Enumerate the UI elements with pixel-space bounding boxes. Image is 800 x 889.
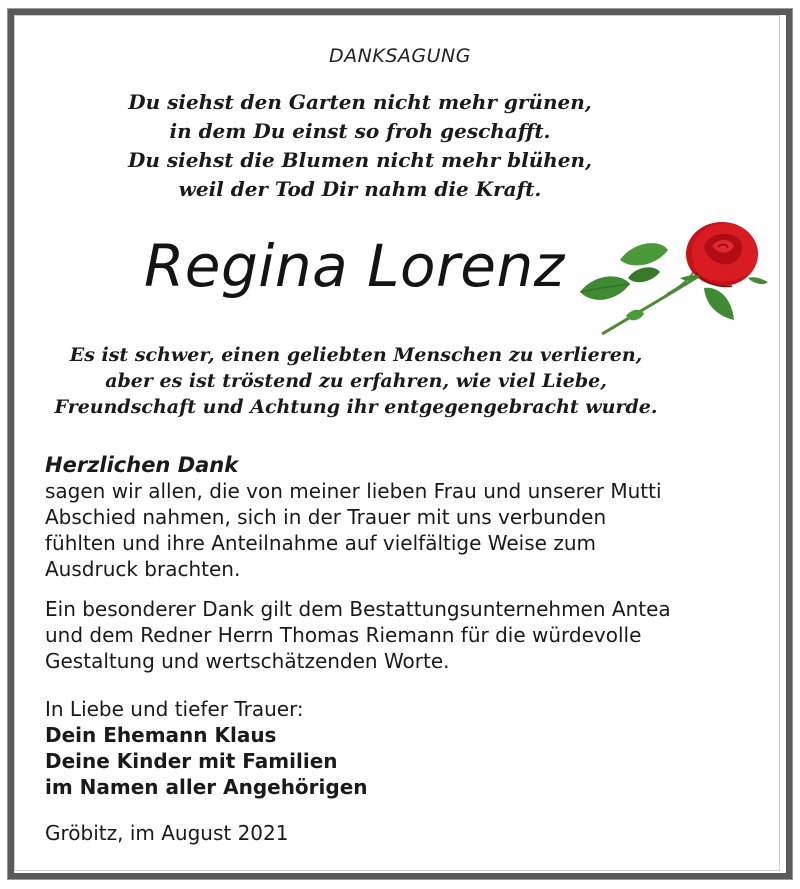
text-line: Ausdruck brachten.: [45, 557, 241, 581]
signature-line: Deine Kinder mit Familien: [45, 749, 338, 773]
poem-line: Du siehst den Garten nicht mehr grünen,: [128, 90, 592, 114]
thanks-paragraph-1: [45, 478, 765, 582]
text-line: Abschied nahmen, sich in der Trauer mit uns verbunden: [45, 505, 607, 529]
poem-line: Du siehst die Blumen nicht mehr blühen,: [127, 148, 592, 172]
text-line: sagen wir allen, die von meiner lieben Frau und unserer Mutti: [45, 479, 662, 503]
text-line: Ein besonderer Dank gilt dem Bestattungsunternehmen Antea: [45, 597, 671, 621]
poem-line: in dem Du einst so froh geschafft.: [169, 119, 551, 143]
text-line: und dem Redner Herrn Thomas Riemann für die würdevolle: [45, 623, 642, 647]
poem: [0, 88, 720, 204]
consolation-quote: [0, 342, 712, 420]
signature-block: [45, 696, 765, 800]
quote-line: aber es ist tröstend zu erfahren, wie viel Liebe,: [105, 370, 607, 392]
quote-line: Es ist schwer, einen geliebten Menschen zu verlieren,: [69, 344, 643, 366]
signature-line: im Namen aller Angehörigen: [45, 775, 368, 799]
text-line: fühlten und ihre Anteilnahme auf vielfältige Weise zum: [45, 531, 596, 555]
thanks-body: [45, 452, 765, 846]
poem-line: weil der Tod Dir nahm die Kraft.: [178, 177, 542, 201]
notice-heading: DANKSAGUNG: [329, 45, 471, 67]
red-rose-icon: [572, 216, 772, 346]
quote-line: Freundschaft und Achtung ihr entgegengebracht wurde.: [54, 396, 658, 418]
thanks-lead: Herzlichen Dank: [45, 453, 239, 477]
signature-line: Dein Ehemann Klaus: [45, 723, 277, 747]
signature-intro: In Liebe und tiefer Trauer:: [45, 697, 304, 721]
text-line: Gestaltung und wertschätzenden Worte.: [45, 649, 450, 673]
thanks-paragraph-2: [45, 596, 765, 674]
place-date: Gröbitz, im August 2021: [45, 821, 289, 845]
deceased-name: Regina Lorenz: [144, 232, 565, 300]
